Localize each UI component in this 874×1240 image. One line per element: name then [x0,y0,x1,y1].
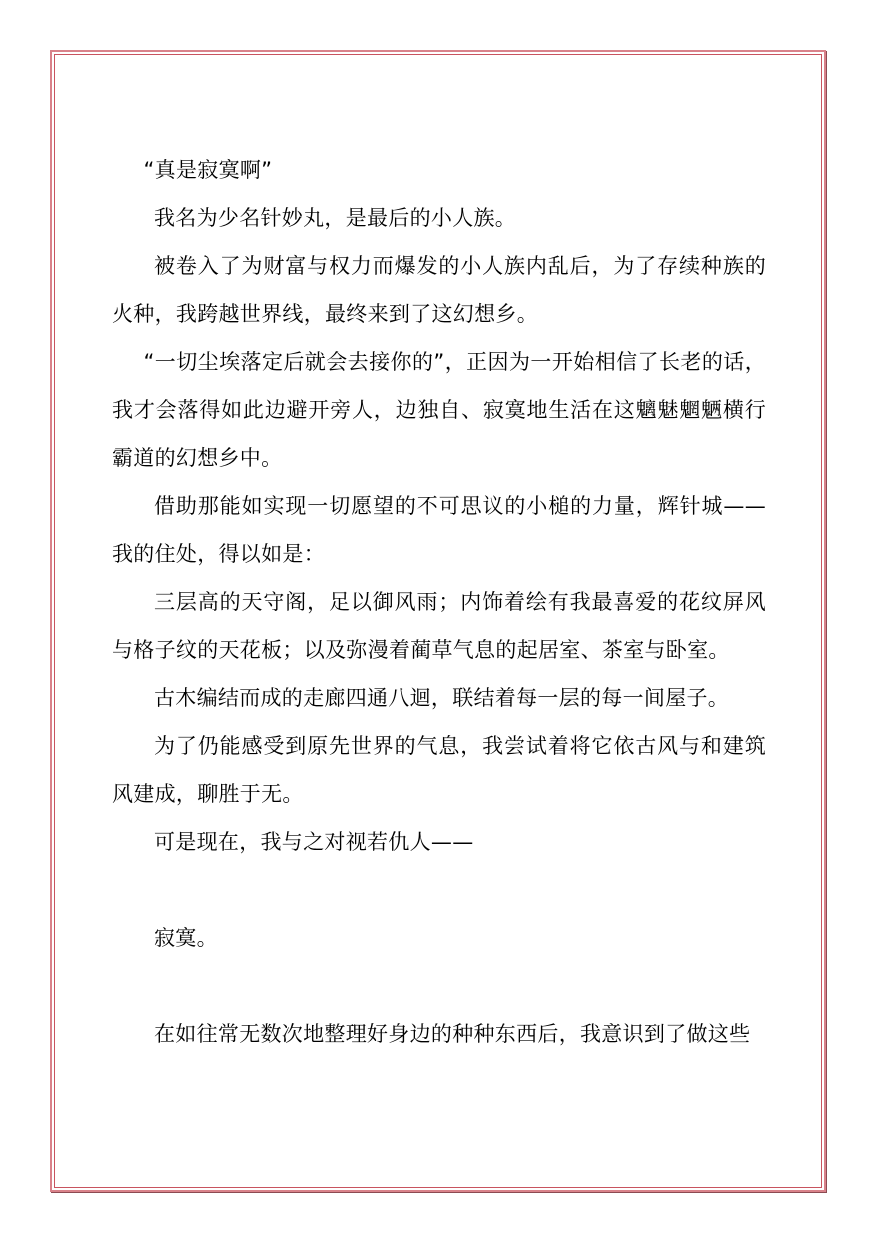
paragraph-5: 借助那能如实现一切愿望的不可思议的小槌的力量，辉针城——我的住处，得以如是： [112,494,766,566]
paragraph-11: 在如往常无数次地整理好身边的种种东西后，我意识到了做这些 [154,1022,751,1046]
paragraph-10: 寂寞。 [154,926,218,950]
blank-line [112,962,766,1010]
paragraph-8: 为了仍能感受到原先世界的气息，我尝试着将它依古风与和建筑风建成，聊胜于无。 [112,734,766,806]
document-body [112,146,766,1058]
paragraph-9: 可是现在，我与之对视若仇人—— [154,830,474,854]
paragraph-6: 三层高的天守阁，足以御风雨；内饰着绘有我最喜爱的花纹屏风与格子纹的天花板；以及弥漫着蔺草气息的起居室、茶室与卧室。 [112,590,766,662]
paragraph-2: 我名为少名针妙丸，是最后的小人族。 [154,206,517,230]
paragraph-3: 被卷入了为财富与权力而爆发的小人族内乱后，为了存续种族的火种，我跨越世界线，最终来到了这幻想乡。 [112,254,766,326]
paragraph-7: 古木编结而成的走廊四通八迴，联结着每一层的每一间屋子。 [154,686,730,710]
paragraph-4: “一切尘埃落定后就会去接你的”，正因为一开始相信了长老的话，我才会落得如此边避开旁人，边独自、寂寞地生活在这魑魅魍魉横行霸道的幻想乡中。 [112,350,766,470]
paragraph-1: “真是寂寞啊” [143,158,273,182]
blank-line [112,866,766,914]
